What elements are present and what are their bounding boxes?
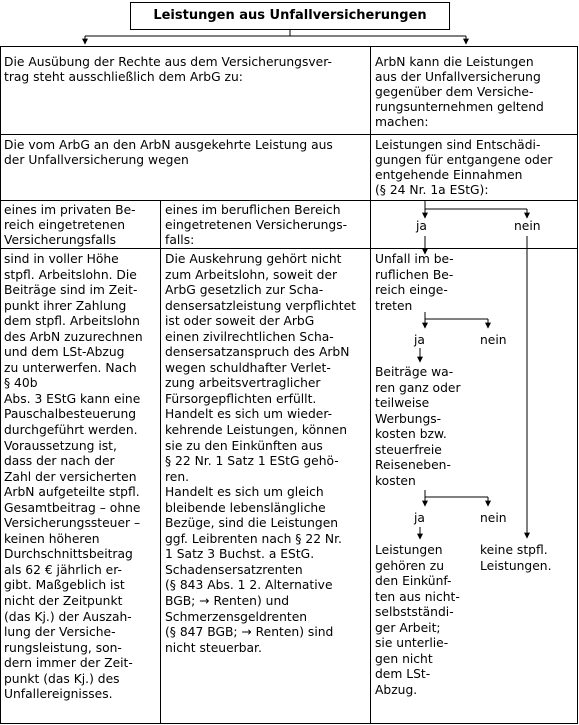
- row3-nein-label: nein: [514, 219, 541, 233]
- row3-col2-text: eines im beruflichen Bereich eingetretenen Versicherungs- falls:: [165, 203, 348, 247]
- row1-left-text: Die Ausübung der Rechte aus dem Versicherungsver- trag steht ausschließlich dem ArbG zu:: [4, 55, 332, 84]
- row1-right-text: ArbN kann die Leistungen aus der Unfallversicherung gegenüber dem Versiche- rungsunternehmen geltend machen:: [375, 55, 544, 129]
- question-beitraege-werbungskosten: Beiträge wa- ren ganz oder teilweise Werbungs- kosten bzw. steuerfreie Reiseneben- kosten: [375, 365, 461, 488]
- row2-right-text: Leistungen sind Entschädi- gungen für entgangene oder entgehende Einnahmen (§ 24 Nr. 1a EStG):: [375, 138, 553, 197]
- row4-col2-text: Die Auskehrung gehört nicht zum Arbeitslohn, soweit der ArbG gesetzlich zur Scha- densersatzleistung verpflichtet ist oder soweit der ArbG einen zivilrechtlichen Scha- densersatzanspruch des ArbN wegen schuldhafter Verlet- zung arbeitsvertraglicher Fürsorgepflichten erfüllt. Handelt es sich um wieder- kehrende Leistungen, können sie zu den Einkünften aus § 22 Nr. 1 Satz 1 EStG gehö- ren. Handelt es sich um gleich bleibende lebenslängliche Bezüge, sind die Leistungen ggf. Leibrenten nach § 22 Nr. 1 Satz 3 Buchst. a EStG. Schadensersatzrenten (§ 843 Abs. 1 2. Alternative BGB; → Renten) und Schmerzensgeldrenten (§ 847 BGB; → Renten) sind nicht steuerbar.: [165, 252, 356, 655]
- result-einkuenfte-nichtselbststaendig: Leistungen gehören zu den Einkünf- ten aus nicht- selbstständi- ger Arbeit; sie unterlie- gen nicht dem LSt- Abzug.: [375, 543, 460, 697]
- row2-left-text: Die vom ArbG an den ArbN ausgekehrte Leistung aus der Unfallversicherung wegen: [4, 138, 333, 167]
- result-keine-stpfl-leistungen: keine stpfl. Leistungen.: [480, 543, 552, 573]
- row3-col1-text: eines im privaten Be- reich eingetretenen Versicherungsfalls: [4, 203, 136, 247]
- row4-col1-text: sind in voller Höhe stpfl. Arbeitslohn. Die Beiträge sind im Zeit- punkt ihrer Zahlung dem stpfl. Arbeitslohn des ArbN zuzurechnen und dem LSt-Abzug zu unterwerfen. Nach § 40b Abs. 3 EStG kann eine Pauschalbesteuerung durchgeführt werden. Voraussetzung ist, dass der nach der Zahl der versicherten ArbN aufgeteilte stpfl. Gesamtbeitrag – ohne Versicherungssteuer – keinen höheren Durchschnittsbeitrag als 62 € jährlich er- gibt. Maßgeblich ist nicht der Zeitpunkt (das Kj.) der Auszah- lung der Versiche- rungsleistung, son- dern immer der Zeit- punkt (das Kj.) des Unfallereignisses.: [4, 252, 143, 702]
- q1-nein-label: nein: [480, 333, 507, 347]
- q2-ja-label: ja: [414, 511, 425, 525]
- chart-title: Leistungen aus Unfallversicherungen: [130, 2, 450, 30]
- q1-ja-label: ja: [414, 333, 425, 347]
- q2-nein-label: nein: [480, 511, 507, 525]
- row3-ja-label: ja: [416, 219, 427, 233]
- question-unfall-beruflich: Unfall im be- ruflichen Be- reich einge- treten: [375, 252, 454, 313]
